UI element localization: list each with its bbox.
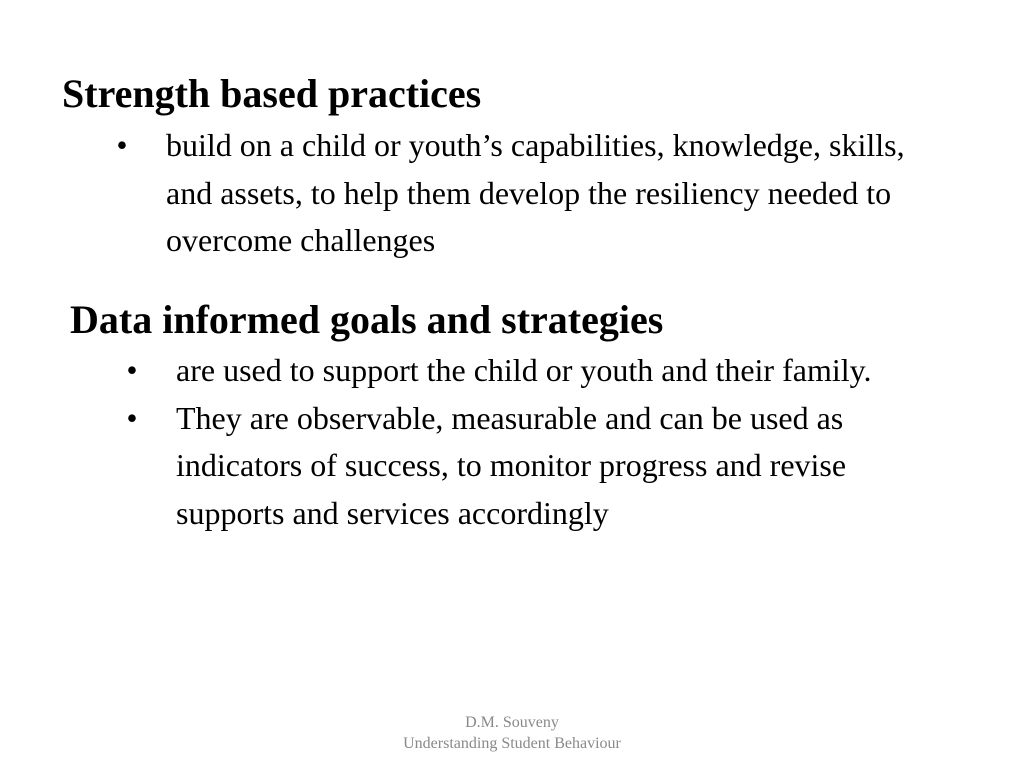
bullet-list-strength-based xyxy=(110,122,950,265)
bullet-dot: • xyxy=(116,127,128,163)
bullet-text: They are observable, measurable and can be used as indicators of success, to monitor progress and revise supports and services accordingly xyxy=(176,399,847,531)
bullet-item xyxy=(120,395,950,538)
section-heading-data-informed-goals: Data informed goals and strategies xyxy=(70,297,664,342)
bullet-text: build on a child or youth’s capabilities, knowledge, skills, and assets, to help them develop the resiliency needed to overcome challenges xyxy=(166,127,905,258)
bullet-item xyxy=(120,347,950,395)
section-heading-strength-based-practices: Strength based practices xyxy=(62,71,482,116)
footer-title: Understanding Student Behaviour xyxy=(403,735,621,752)
bullet-item xyxy=(110,122,950,265)
bullet-dot: • xyxy=(126,399,138,436)
bullet-dot: • xyxy=(126,352,138,388)
bullet-text: are used to support the child or youth and their family. xyxy=(176,352,872,388)
footer-author: D.M. Souveny xyxy=(465,714,559,731)
bullet-list-data-informed xyxy=(120,347,950,537)
